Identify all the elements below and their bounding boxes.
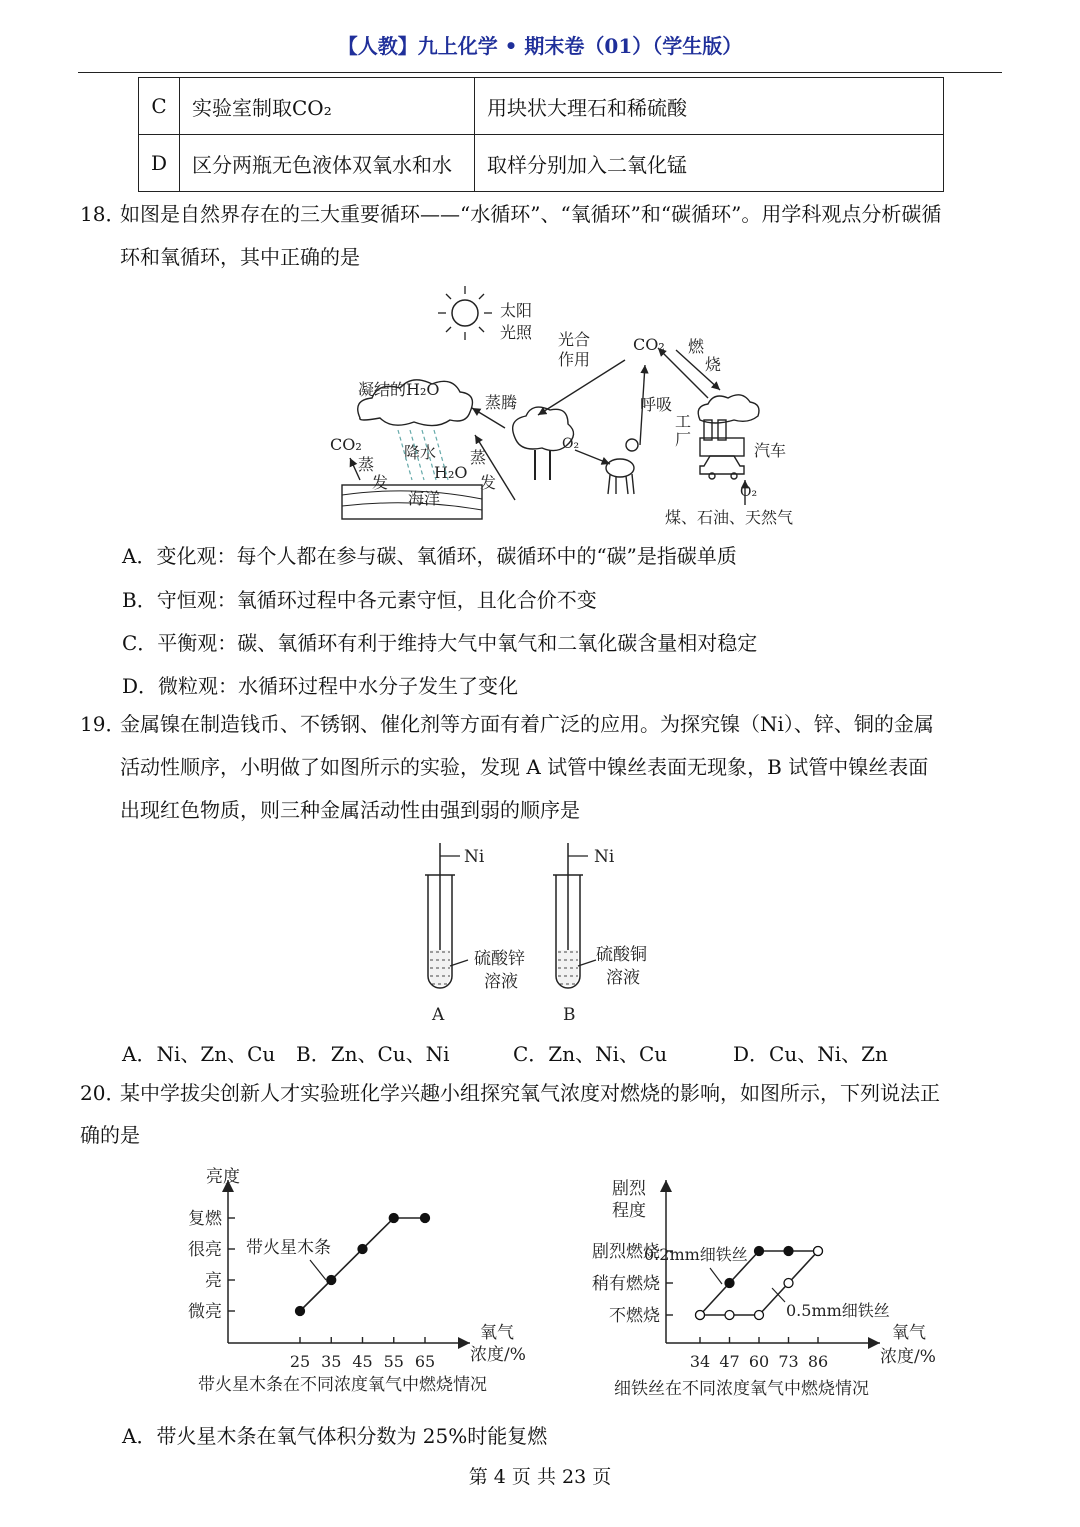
y-tick-label: 亮 (205, 1271, 222, 1291)
q18-option-c: C．平衡观：碳、氧循环有利于维持大气中氧气和二氧化碳含量相对稳定 (122, 631, 758, 655)
x-tick-label: 47 (719, 1352, 740, 1371)
test-tube-a (425, 843, 468, 988)
y-tick-label: 剧烈燃烧 (592, 1242, 660, 1262)
table-row (139, 78, 944, 135)
chart1-title: 带火星木条在不同浓度氧气中燃烧情况 (198, 1375, 487, 1395)
chart-splint (170, 1158, 540, 1408)
cloud-label: 凝结的H₂O (358, 380, 440, 399)
chart2-xlabel-2: 浓度/% (880, 1347, 936, 1367)
data-point (755, 1247, 764, 1256)
fuel-label: 煤、石油、天然气 (665, 508, 794, 527)
x-tick-label: 25 (289, 1352, 311, 1371)
q18-option-a: A．变化观：每个人都在参与碳、氧循环，碳循环中的“碳”是指碳单质 (122, 544, 737, 568)
chart2-ylabel-1: 剧烈 (612, 1179, 646, 1199)
option-table (138, 77, 944, 192)
q19-option-a: A．Ni、Zn、Cu (122, 1042, 276, 1066)
q19-line2: 活动性顺序，小明做了如图所示的实验，发现 A 试管中镍丝表面无现象，B 试管中镍丝表面 (120, 755, 929, 779)
q19-line1: 金属镍在制造钱币、不锈钢、催化剂等方面有着广泛的应用。为探究镍（Ni）、锌、铜的金属 (120, 712, 934, 736)
x-tick-label: 35 (321, 1352, 342, 1371)
o2-fuel-label: O₂ (740, 484, 758, 500)
ni-label-b: Ni (594, 847, 615, 867)
row-key: C (139, 78, 180, 135)
burn-label-1: 燃 (688, 337, 705, 356)
solution-a-1: 硫酸锌 (474, 949, 525, 969)
chart1-series-label: 带火星木条 (246, 1238, 331, 1258)
chart2-ylabel-2: 程度 (612, 1201, 646, 1221)
car-icon (700, 456, 744, 479)
photo-label-1: 光合 (558, 330, 591, 349)
y-tick-label: 很亮 (188, 1240, 222, 1260)
evaporate-label: 蒸腾 (485, 393, 518, 412)
q19-option-c: C．Zn、Ni、Cu (513, 1042, 668, 1066)
breath-label: 呼吸 (640, 395, 673, 414)
q19-option-b: B．Zn、Cu、Ni (296, 1042, 450, 1066)
steam-left-1: 蒸 (358, 455, 375, 474)
data-point (784, 1247, 793, 1256)
sun-label-2: 光照 (500, 323, 533, 342)
y-tick-label: 复燃 (188, 1209, 222, 1229)
chart2-series1-leader (710, 1268, 722, 1284)
data-point (296, 1307, 305, 1316)
ni-label-a: Ni (464, 847, 485, 867)
data-point (725, 1311, 734, 1320)
car-label: 汽车 (754, 441, 787, 460)
series-line (300, 1218, 425, 1311)
q20-line2: 确的是 (80, 1123, 140, 1147)
sun-icon (438, 286, 492, 340)
data-point (389, 1214, 398, 1223)
data-point (696, 1311, 705, 1320)
ocean-label: 海洋 (408, 489, 441, 508)
data-point (327, 1276, 336, 1285)
data-point (814, 1247, 823, 1256)
page-footer: 第 4 页 共 23 页 (468, 1466, 612, 1488)
data-point (358, 1245, 367, 1254)
header-rule (78, 72, 1002, 73)
sun-label-1: 太阳 (500, 301, 533, 320)
cycle-diagram (320, 280, 810, 530)
burn-label-2: 烧 (705, 355, 722, 374)
chart2-series2-label: 0.5mm细铁丝 (786, 1301, 890, 1320)
q20-line1: 某中学拔尖创新人才实验班化学兴趣小组探究氧气浓度对燃烧的影响，如图所示，下列说法正 (120, 1081, 940, 1105)
photo-label-2: 作用 (558, 350, 591, 369)
test-tube-diagram (410, 838, 670, 1030)
q20-option-a: A．带火星木条在氧气体积分数为 25%时能复燃 (122, 1424, 548, 1448)
row-method: 用块状大理石和稀硫酸 (475, 78, 944, 135)
y-tick-label: 微亮 (188, 1302, 222, 1322)
steam-left-2: 发 (372, 473, 389, 492)
data-point (784, 1279, 793, 1288)
steam-right-1: 蒸 (470, 448, 487, 467)
x-tick-label: 60 (748, 1352, 770, 1371)
solution-b-1: 硫酸铜 (596, 945, 647, 965)
q18-number: 18． (80, 202, 126, 226)
x-tick-label: 73 (778, 1352, 799, 1371)
q19-number: 19． (80, 712, 126, 736)
row-method: 取样分别加入二氧化锰 (475, 135, 944, 192)
row-key: D (139, 135, 180, 192)
row-purpose: 实验室制取CO₂ (180, 78, 475, 135)
chart2-xlabel-1: 氧气 (892, 1323, 926, 1343)
steam-right-2: 发 (480, 473, 497, 492)
solution-b-2: 溶液 (606, 968, 640, 988)
x-tick-label: 65 (414, 1352, 436, 1371)
chart-iron-wire (540, 1170, 960, 1410)
chart1-ylabel: 亮度 (206, 1167, 240, 1187)
data-point (421, 1214, 430, 1223)
data-point (725, 1279, 734, 1288)
chart2-title: 细铁丝在不同浓度氧气中燃烧情况 (614, 1379, 869, 1399)
x-tick-label: 55 (383, 1352, 404, 1371)
tube-label-a: A (432, 1005, 445, 1025)
chart1-series-leader (310, 1260, 326, 1280)
header-title: 【人教】九上化学 • 期末卷（01）（学生版） (337, 34, 743, 58)
table-row (139, 135, 944, 192)
rain-label: 降水 (404, 443, 437, 462)
q18-option-d: D．微粒观：水循环过程中水分子发生了变化 (122, 674, 519, 698)
deer-icon (606, 439, 638, 494)
q20-number: 20． (80, 1081, 126, 1105)
co2-left-label: CO₂ (330, 435, 362, 454)
chart2-series1-label: 0.2mm细铁丝 (644, 1245, 748, 1264)
h2o-label: H₂O (434, 463, 468, 482)
factory-icon (698, 395, 759, 456)
x-tick-label: 34 (689, 1352, 711, 1371)
factory-label-1: 工 (675, 412, 692, 431)
q19-line3: 出现红色物质，则三种金属活动性由强到弱的顺序是 (120, 798, 580, 822)
q18-line1: 如图是自然界存在的三大重要循环——“水循环”、“氧循环”和“碳循环”。用学科观点分析碳循 (120, 202, 942, 226)
x-tick-label: 86 (807, 1352, 829, 1371)
y-tick-label: 不燃烧 (609, 1306, 660, 1326)
x-tick-label: 45 (352, 1352, 373, 1371)
y-tick-label: 稍有燃烧 (592, 1274, 660, 1294)
test-tube-b (553, 843, 596, 988)
tube-label-b: B (563, 1005, 576, 1025)
row-purpose: 区分两瓶无色液体双氧水和水 (180, 135, 475, 192)
chart1-xlabel-1: 氧气 (480, 1323, 514, 1343)
q18-option-b: B．守恒观：氧循环过程中各元素守恒，且化合价不变 (122, 588, 597, 612)
solution-a-2: 溶液 (484, 972, 518, 992)
factory-label-2: 厂 (675, 430, 692, 449)
data-point (755, 1311, 764, 1320)
q19-option-d: D．Cu、Ni、Zn (733, 1042, 888, 1066)
q18-line2: 环和氧循环，其中正确的是 (120, 245, 360, 269)
co2-top-label: CO₂ (633, 335, 665, 354)
chart1-xlabel-2: 浓度/% (470, 1345, 526, 1365)
o2-tree-label: O₂ (562, 436, 580, 452)
